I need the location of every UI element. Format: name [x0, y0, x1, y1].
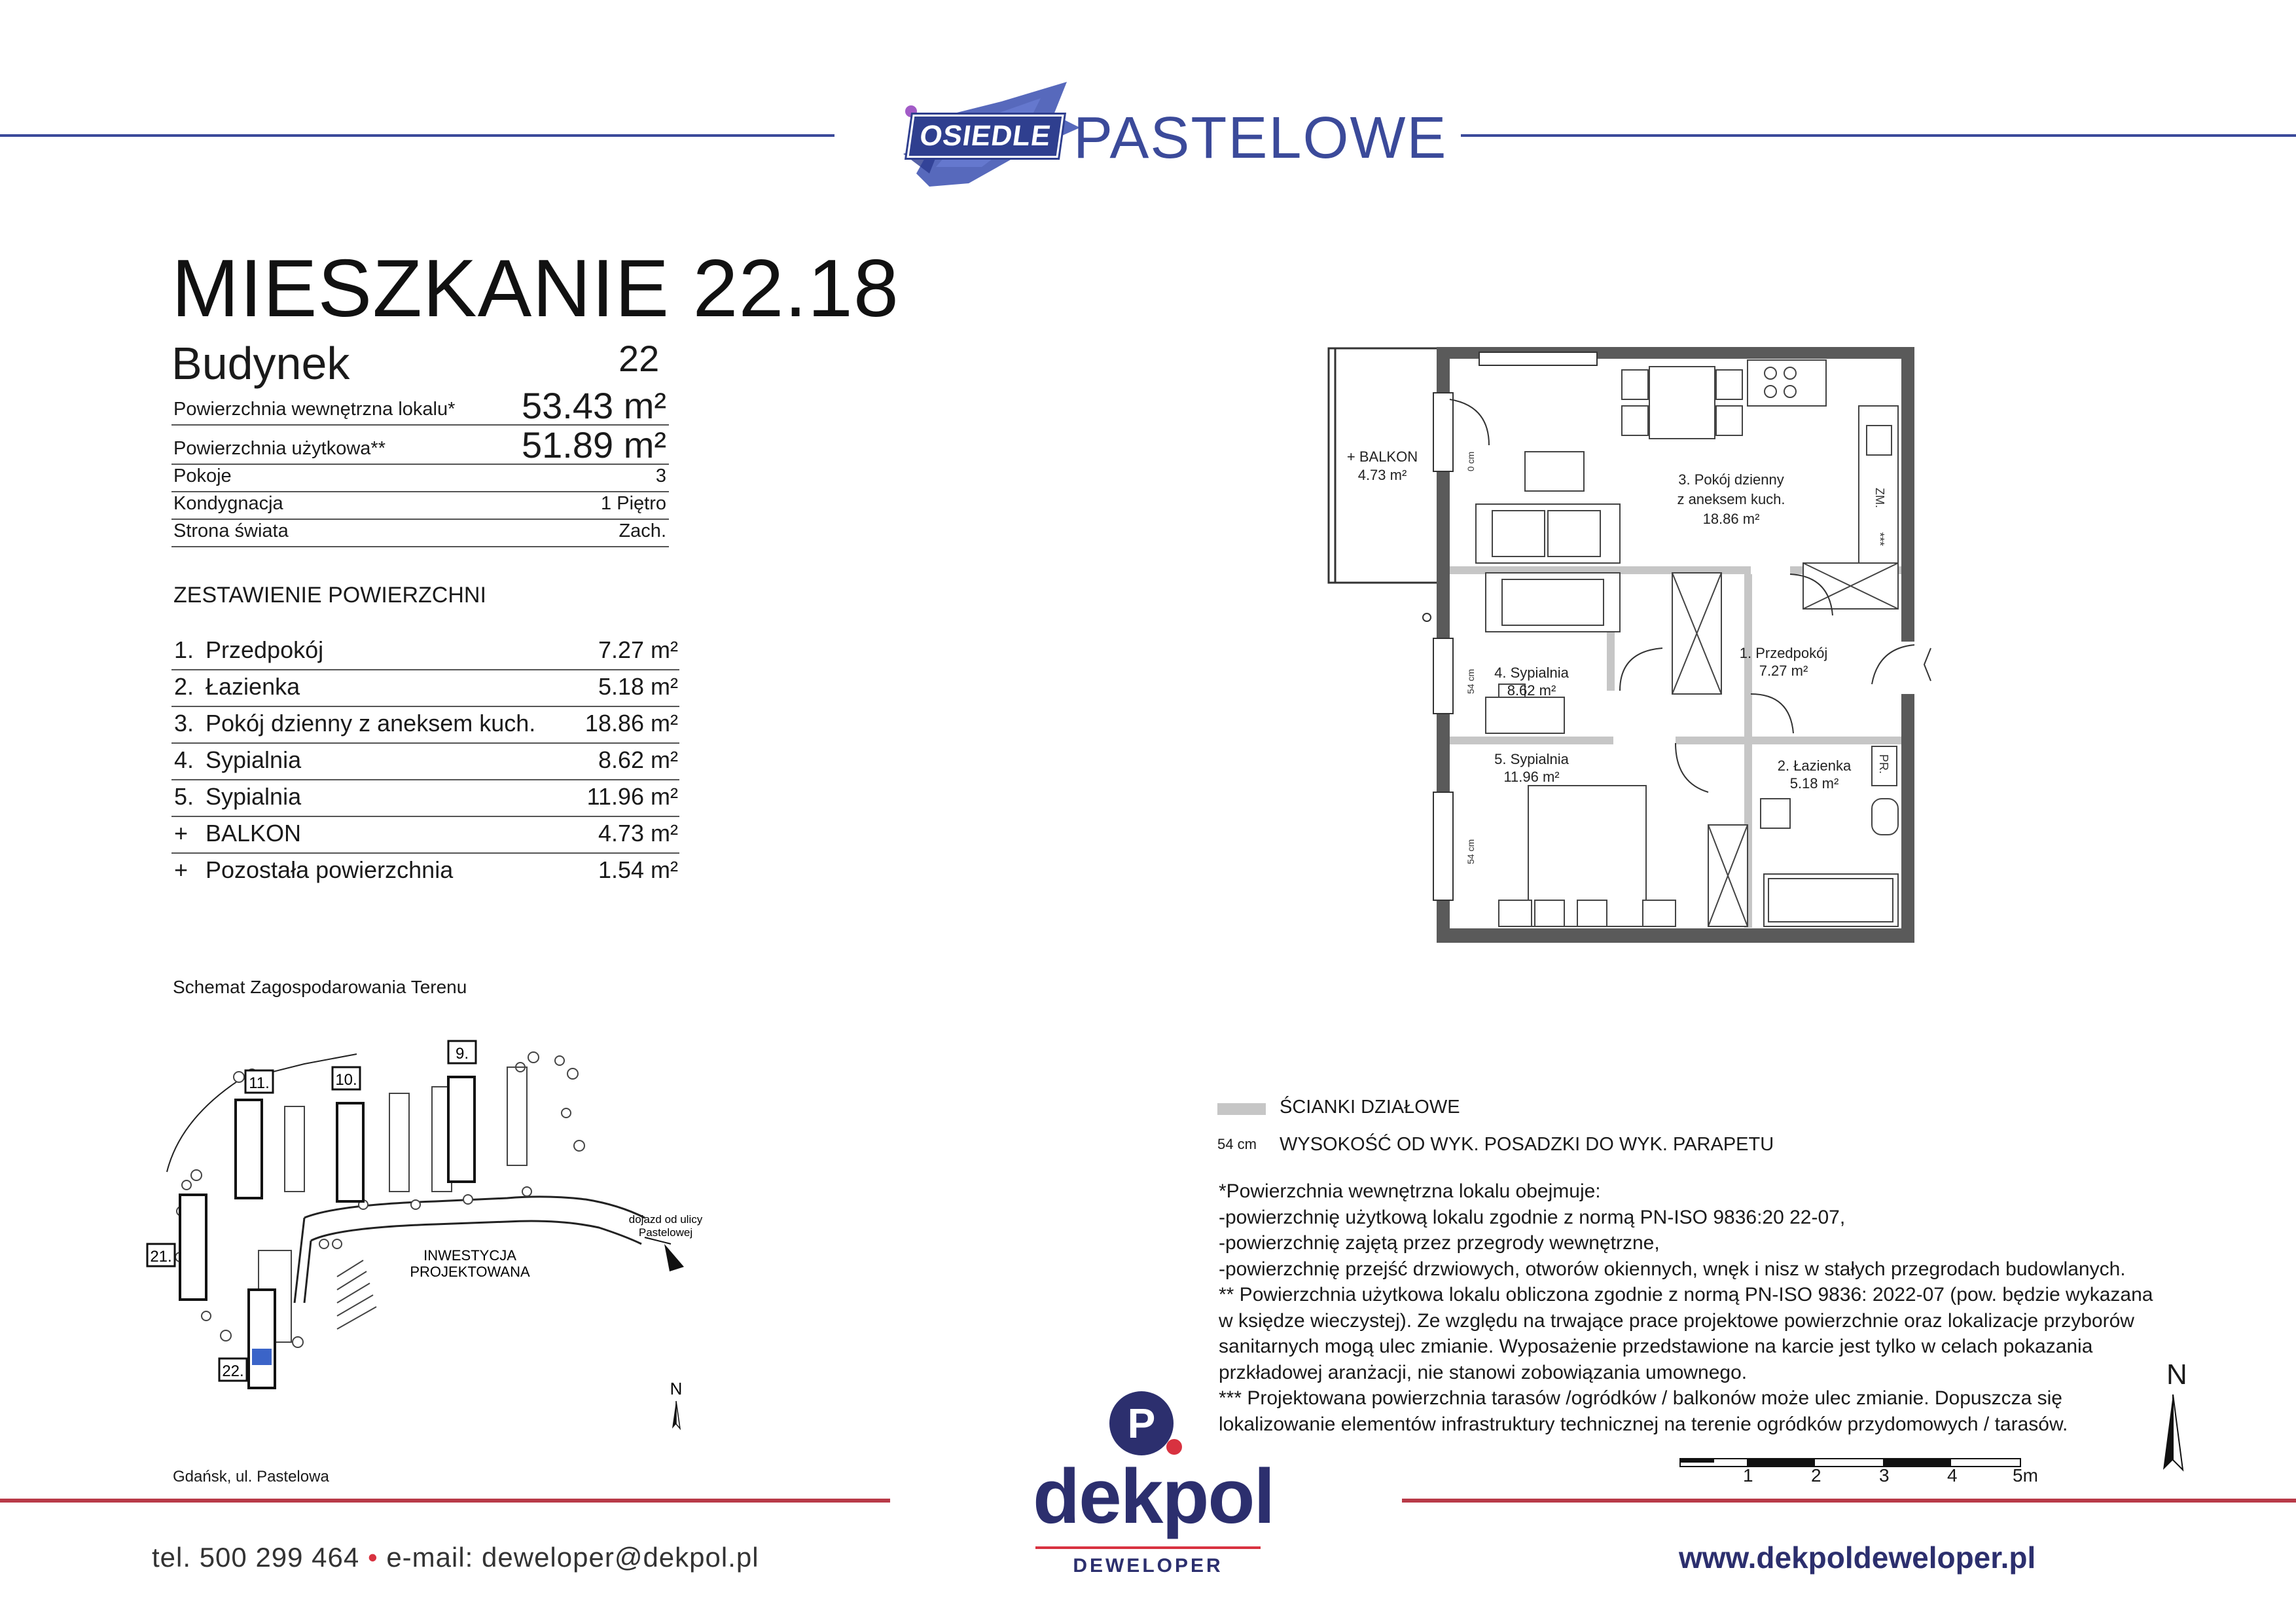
building-number: 21.	[150, 1248, 172, 1266]
header-rule-right	[1461, 134, 2296, 137]
sill-label: 54 cm	[1465, 839, 1476, 864]
dekpol-logo-icon: P	[1109, 1391, 1174, 1455]
fixture-label: ZM.	[1873, 488, 1886, 508]
room-area: 11.96 m²	[1503, 769, 1560, 785]
room-area: 4.73 m²	[1357, 467, 1407, 483]
scale-label: 2	[1811, 1465, 1821, 1486]
phone: tel. 500 299 464	[152, 1542, 360, 1573]
note-line: -powierzchnię przejść drzwiowych, otworów okiennych, wnęk i nisz w stałych przegrodach budowlanych.	[1219, 1258, 2126, 1280]
access-arrow-icon	[664, 1244, 684, 1271]
sill-label: 0 cm	[1465, 451, 1476, 471]
property-value: 1 Piętro	[601, 493, 666, 514]
room-label: 4. Sypialnia	[1494, 665, 1569, 681]
property-row	[171, 384, 669, 426]
property-value: 51.89 m²	[522, 424, 666, 465]
property-row	[171, 464, 669, 492]
area-num: 2.	[174, 673, 194, 700]
area-name: Sypialnia	[206, 783, 302, 810]
area-row	[171, 852, 679, 889]
area-value: 18.86 m²	[584, 710, 678, 737]
building-number: 10.	[335, 1071, 357, 1089]
property-row	[171, 424, 669, 465]
area-row	[171, 742, 679, 780]
area-row	[171, 669, 679, 707]
north-arrow-icon	[2153, 1391, 2193, 1476]
building-number: 9.	[455, 1045, 469, 1063]
area-name: BALKON	[206, 820, 302, 847]
legend-sill: WYSOKOŚĆ OD WYK. POSADZKI DO WYK. PARAPETU	[1280, 1134, 1774, 1155]
property-row	[171, 491, 669, 520]
legend-partition: ŚCIANKI DZIAŁOWE	[1280, 1097, 1460, 1118]
note-line: -powierzchnię zajętą przez przegrody wewnętrzne,	[1219, 1232, 1660, 1254]
north-arrow-icon	[672, 1401, 676, 1429]
fixture-label: PR.	[1877, 754, 1890, 775]
dekpol-subtitle: DEWELOPER	[1073, 1555, 1223, 1577]
site-plan-map	[141, 1028, 762, 1447]
dekpol-wordmark: dekpol	[1033, 1453, 1274, 1540]
note-line: lokalizowanie elementów infrastruktury technicznej na terenie ogródków przydomowych / tarasów.	[1219, 1413, 2068, 1435]
scale-label: 1	[1743, 1465, 1753, 1486]
area-num: 5.	[174, 783, 194, 810]
area-num: 3.	[174, 710, 194, 737]
area-name: Pozostała powierzchnia	[206, 856, 454, 883]
footer-rule-right	[1402, 1499, 2296, 1503]
bullet: •	[367, 1542, 378, 1573]
room-label: z aneksem kuch.	[1677, 491, 1785, 507]
header-rule-left	[0, 134, 834, 137]
property-value: Zach.	[619, 520, 666, 541]
investment-label: INWESTYCJA	[423, 1247, 516, 1264]
logo-badge: OSIEDLE	[906, 115, 1064, 158]
sill-label: 54 cm	[1465, 668, 1476, 694]
room-label: + BALKON	[1346, 448, 1418, 465]
room-label: 1. Przedpokój	[1739, 645, 1828, 661]
area-name: Łazienka	[206, 673, 300, 700]
fixture-label: ***	[1873, 532, 1886, 547]
footer-rule-left	[0, 1499, 890, 1503]
area-name: Sypialnia	[206, 746, 302, 773]
building-value: 22	[619, 338, 660, 379]
note-line: w księdze wieczystej). Ze względu na trwające prace projektowe powierzchnie oraz lokalizacje przyborów	[1219, 1309, 2134, 1332]
building-label: Budynek	[171, 338, 350, 389]
notes	[1219, 1178, 2153, 1437]
area-value: 8.62 m²	[598, 746, 678, 773]
note-line: *Powierzchnia wewnętrzna lokalu obejmuje:	[1219, 1180, 1601, 1202]
property-row	[171, 519, 669, 547]
balcony-outline	[1329, 348, 1437, 583]
sill-height-icon: 54 cm	[1217, 1136, 1257, 1152]
property-label: Strona świata	[173, 520, 289, 541]
note-line: *** Projektowana powierzchnia tarasów /ogródków / balkonów może ulec zmianie. Dopuszcza się	[1219, 1387, 2062, 1409]
note-line: -powierzchnię użytkową lokalu zgodnie z normą PN-ISO 9836:20 22-07,	[1219, 1206, 1846, 1228]
room-label: 2. Łazienka	[1777, 757, 1852, 774]
room-label: 3. Pokój dzienny	[1678, 471, 1784, 488]
areas-title: ZESTAWIENIE POWIERZCHNI	[173, 583, 486, 608]
area-num: 4.	[174, 746, 194, 773]
contact-info	[152, 1542, 759, 1573]
site-north-label: N	[670, 1379, 683, 1398]
email-link[interactable]: e-mail: deweloper@dekpol.pl	[386, 1542, 759, 1573]
building-number: 11.	[249, 1074, 270, 1092]
area-row	[171, 816, 679, 854]
property-label: Powierzchnia użytkowa**	[173, 438, 386, 459]
area-value: 11.96 m²	[586, 783, 678, 810]
property-value: 3	[655, 465, 666, 486]
note-line: przkładowej aranżacji, nie stanowi zobowiązania umownego.	[1219, 1361, 1748, 1383]
area-num: 1.	[174, 636, 194, 663]
room-area: 8.62 m²	[1507, 682, 1556, 699]
north-label: N	[2166, 1359, 2187, 1391]
scale-label: 4	[1947, 1465, 1958, 1486]
room-area: 7.27 m²	[1759, 663, 1808, 679]
property-label: Powierzchnia wewnętrzna lokalu*	[173, 399, 456, 420]
scale-label: 5m	[2013, 1465, 2038, 1486]
area-name: Pokój dzienny z aneksem kuch.	[206, 710, 536, 737]
scale-label: 3	[1879, 1465, 1890, 1486]
area-value: 1.54 m²	[598, 856, 678, 883]
access-label: Pastelowej	[638, 1226, 693, 1239]
room-area: 18.86 m²	[1702, 511, 1760, 527]
area-num: +	[174, 820, 188, 847]
property-label: Kondygnacja	[173, 493, 283, 514]
scale-bar	[1679, 1455, 2032, 1474]
brand-name: PASTELOWE	[1073, 105, 1448, 171]
property-label: Pokoje	[173, 465, 232, 486]
access-label: dojazd od ulicy	[628, 1213, 703, 1226]
partition-swatch	[1217, 1103, 1266, 1115]
area-num: +	[174, 856, 188, 883]
site-location: Gdańsk, ul. Pastelowa	[173, 1468, 329, 1486]
area-name: Przedpokój	[206, 636, 324, 663]
area-value: 5.18 m²	[598, 673, 678, 700]
site-plan-title: Schemat Zagospodarowania Terenu	[173, 977, 467, 997]
furniture	[1476, 360, 1898, 926]
area-value: 4.73 m²	[598, 820, 678, 847]
dekpol-underline	[1035, 1546, 1261, 1549]
area-row	[171, 632, 679, 670]
area-row	[171, 779, 679, 817]
room-area: 5.18 m²	[1789, 775, 1839, 792]
area-row	[171, 706, 679, 744]
building-number: 22.	[222, 1362, 244, 1380]
note-line: ** Powierzchnia użytkowa lokalu obliczona zgodnie z normą PN-ISO 9836: 2022-07 (pow. będzie wykazana	[1219, 1284, 2153, 1305]
property-value: 53.43 m²	[522, 385, 666, 426]
website-link[interactable]: www.dekpoldeweloper.pl	[1679, 1541, 2036, 1575]
room-label: 5. Sypialnia	[1494, 751, 1569, 767]
area-value: 7.27 m²	[598, 636, 678, 663]
note-line: sanitarnych mogą ulec zmianie. Wyposażenie przedstawione na karcie jest tylko w celach pokazania	[1219, 1336, 2093, 1357]
investment-label: PROJEKTOWANA	[410, 1264, 530, 1280]
floor-plan	[1309, 340, 1937, 949]
apartment-title: MIESZKANIE 22.18	[171, 244, 899, 334]
